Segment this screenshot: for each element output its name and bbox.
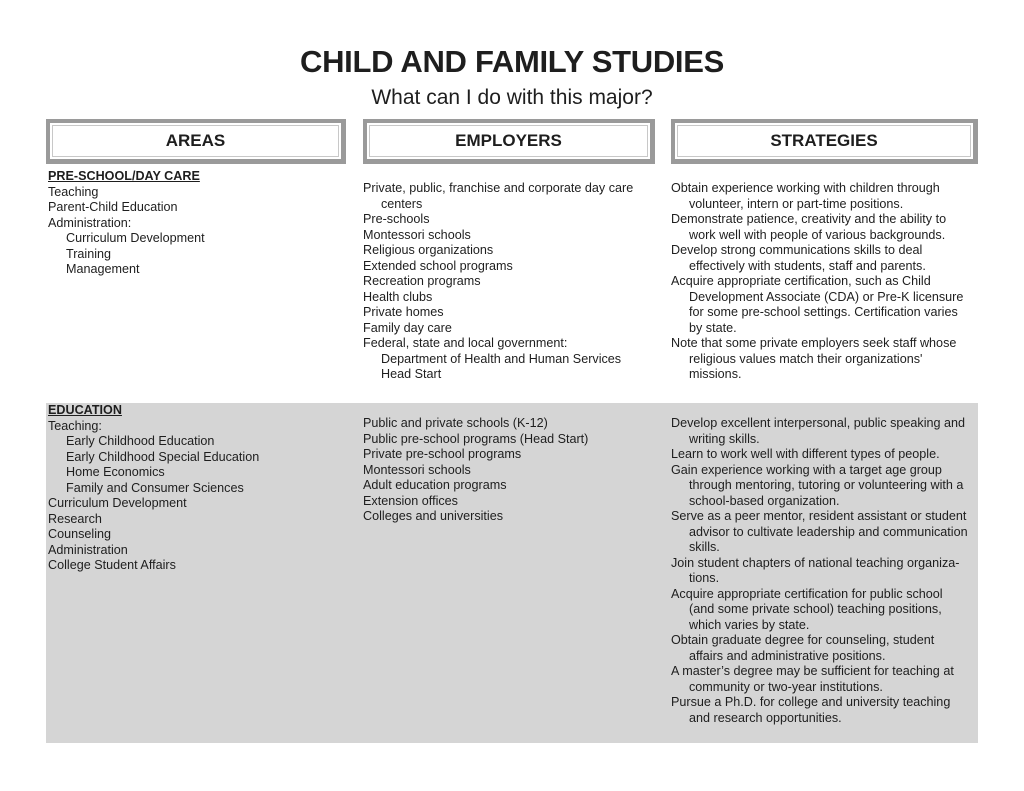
strategies-line: Learn to work well with different types of people.	[671, 447, 940, 461]
employers-line: Colleges and universities	[363, 509, 504, 523]
page-subtitle: What can I do with this major?	[371, 86, 653, 109]
preschool-areas	[48, 169, 348, 278]
strategies-line: school-based organization.	[689, 493, 840, 508]
employers-line: Department of Health and Human Services	[381, 351, 622, 366]
education-employers	[363, 416, 663, 525]
strategies-line: tions.	[689, 571, 720, 585]
strategies-line: Obtain experience working with children through	[671, 181, 940, 195]
employers-line: Extension offices	[363, 493, 458, 508]
strategies-line: Develop excellent interpersonal, public speaking and	[671, 416, 966, 430]
strategies-line: religious values match their organizations'	[689, 351, 923, 366]
areas-line: College Student Affairs	[48, 558, 176, 572]
areas-line: Counseling	[48, 527, 112, 541]
employers-line: Extended school programs	[363, 258, 513, 273]
strategies-line: for some pre-school settings. Certification varies	[689, 305, 958, 319]
page-title: CHILD AND FAMILY STUDIES	[300, 44, 724, 79]
employers-header	[363, 119, 655, 164]
strategies-line: writing skills.	[689, 431, 760, 446]
areas-line: Administration	[48, 542, 128, 557]
employers-line: Pre-schools	[363, 212, 430, 226]
strategies-line: skills.	[689, 540, 720, 554]
areas-line: Family and Consumer Sciences	[66, 480, 244, 495]
areas-line: Parent-Child Education	[48, 200, 178, 214]
strategies-line: work well with people of various backgrounds.	[689, 227, 946, 242]
strategies-line: missions.	[689, 367, 742, 381]
employers-line: Montessori schools	[363, 462, 471, 477]
employers-line: Private homes	[363, 305, 444, 319]
employers-line: Adult education programs	[363, 478, 507, 492]
strategies-line: by state.	[689, 320, 737, 335]
section-heading: PRE-SCHOOL/DAY CARE	[48, 169, 200, 183]
employers-line: Private, public, franchise and corporate day care	[363, 181, 634, 195]
strategies-line: Obtain graduate degree for counseling, student	[671, 633, 935, 647]
strategies-line: Join student chapters of national teaching organiza-	[671, 555, 960, 570]
strategies-line: Demonstrate patience, creativity and the ability to	[671, 212, 947, 226]
areas-line: Curriculum Development	[66, 231, 205, 245]
employers-line: Recreation programs	[363, 274, 481, 288]
strategies-line: community or two-year institutions.	[689, 679, 883, 694]
areas-line: Training	[66, 246, 112, 261]
strategies-line: through mentoring, tutoring or volunteering with a	[689, 478, 964, 492]
areas-line: Early Childhood Education	[66, 434, 215, 448]
strategies-line: affairs and administrative positions.	[689, 648, 886, 663]
strategies-line: and research opportunities.	[689, 710, 842, 725]
employers-line: Religious organizations	[363, 243, 494, 257]
employers-line: centers	[381, 196, 423, 211]
strategies-line: (and some private school) teaching positions,	[689, 602, 942, 616]
strategies-line: Development Associate (CDA) or Pre-K licensure	[689, 289, 964, 304]
strategies-line: advisor to cultivate leadership and communication	[689, 524, 968, 539]
employers-line: Head Start	[381, 367, 442, 381]
areas-header	[46, 119, 346, 164]
strategies-line: Acquire appropriate certification, such as Child	[671, 274, 931, 288]
areas-line: Teaching	[48, 184, 99, 199]
strategies-line: Develop strong communications skills to deal	[671, 243, 923, 257]
strategies-line: Gain experience working with a target age group	[671, 462, 942, 477]
strategies-line: Pursue a Ph.D. for college and university teaching	[671, 695, 951, 709]
employers-line: Public pre-school programs (Head Start)	[363, 431, 589, 446]
areas-line: Early Childhood Special Education	[66, 449, 260, 464]
strategies-line: volunteer, intern or part-time positions.	[689, 196, 904, 211]
areas-header-label: AREAS	[165, 131, 226, 150]
strategies-line: Serve as a peer mentor, resident assistant or student	[671, 509, 967, 523]
areas-line: Teaching:	[48, 418, 102, 433]
areas-line: Curriculum Development	[48, 496, 187, 510]
section-heading: EDUCATION	[48, 403, 122, 417]
preschool-employers	[363, 181, 663, 383]
preschool-strategies	[671, 181, 981, 383]
strategies-header	[671, 119, 978, 164]
strategies-line: effectively with students, staff and parents.	[689, 258, 926, 273]
strategies-line: Note that some private employers seek staff whose	[671, 336, 957, 350]
employers-line: Montessori schools	[363, 227, 471, 242]
employers-header-label: EMPLOYERS	[455, 131, 562, 150]
areas-line: Administration:	[48, 215, 132, 230]
strategies-line: A master’s degree may be sufficient for teaching at	[671, 664, 954, 678]
employers-line: Private pre-school programs	[363, 447, 522, 461]
strategies-header-label: STRATEGIES	[770, 131, 878, 150]
employers-line: Family day care	[363, 320, 452, 335]
areas-line: Management	[66, 262, 140, 276]
employers-line: Health clubs	[363, 289, 433, 304]
areas-line: Home Economics	[66, 465, 165, 479]
employers-line: Public and private schools (K-12)	[363, 416, 548, 430]
strategies-line: Acquire appropriate certification for public school	[671, 586, 943, 601]
strategies-line: which varies by state.	[689, 617, 810, 632]
education-strategies	[671, 416, 981, 726]
employers-line: Federal, state and local government:	[363, 336, 568, 350]
education-areas	[48, 403, 348, 574]
areas-line: Research	[48, 511, 102, 526]
